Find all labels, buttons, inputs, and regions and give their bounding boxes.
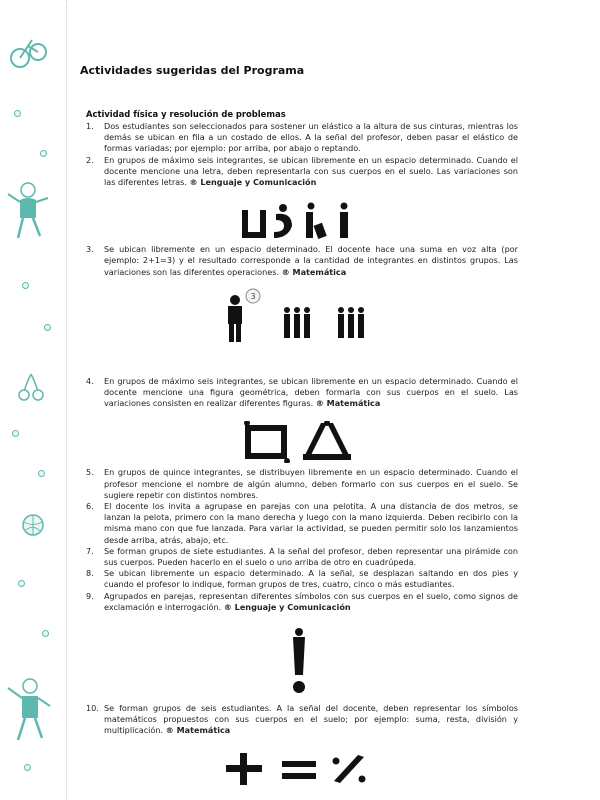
- item-number: 4.: [86, 375, 94, 386]
- cherries-icon: [16, 372, 46, 402]
- shapes-figure: [80, 415, 518, 463]
- item-text: Dos estudiantes son seleccionados para sostener un elástico a la altura de sus cinturas, mientras los demás se ubican en fila a un costado de ellos. A la señal del profesor, deben pasar el elástico de formas variadas; por ejemplo: por arriba, por abajo o reptando.: [104, 121, 518, 154]
- section-title: Actividad física y resolución de problemas: [86, 109, 286, 119]
- list-item: [80, 568, 518, 590]
- item-text: En grupos de máximo seis integrantes, se ubican libremente en un espacio determinado. Cuando el docente mencione una letra, deben representarla con sus cuerpos en el suelo. Las variaciones son las diferentes letras.: [104, 154, 518, 188]
- item-number: 7.: [86, 545, 94, 556]
- activity-list: [80, 244, 518, 278]
- groups-figure: [80, 282, 518, 344]
- item-text: Agrupados en parejas, representan diferentes símbolos con sus cuerpos en el suelo, como signos de exclamación e interrogación.: [104, 590, 518, 612]
- letters-figure: [80, 196, 518, 240]
- list-item: [80, 591, 518, 613]
- subject-tag: ® Matemática: [165, 725, 231, 736]
- item-text: El docente los invita a agrupase en parejas con una pelotita. A una distancia de dos metros, se lanzan la pelota, primero con la mano derecha y luego con la mano izquierda. Deben recibirlo con la misma mano con que fue lanzada. Para variar la actividad, se pueden permitir solo los lanzamientos desde arriba, atrás, abajo, etc.: [104, 501, 518, 545]
- activity-list: [80, 467, 518, 613]
- item-text: Se forman grupos de siete estudiantes. A la señal del profesor, deben representar una pirámide con sus cuerpos. Pueden hacerlo en el suelo o uno arriba de otro en cuadrúpeda.: [104, 545, 518, 568]
- list-item: [80, 546, 518, 568]
- item-text: Se forman grupos de seis estudiantes. A la señal del docente, deben representar los símbolos matemáticos propuestos con sus cuerpos en el suelo; por ejemplo: suma, resta, división y multiplicación.: [104, 703, 518, 736]
- item-number: 5.: [86, 467, 94, 478]
- math-symbols-illustration: [224, 751, 374, 787]
- item-number: 9.: [86, 590, 94, 601]
- subject-tag: ® Matemática: [281, 266, 347, 277]
- item-text: En grupos de quince integrantes, se distribuyen libremente en un espacio determinado. Cuando el profesor mencione el nombre de algún alumno, deben formarlo con sus cuerpos en el suelo. Se sugiere repetir con distintos nombres.: [104, 467, 518, 500]
- list-item: [80, 155, 518, 189]
- list-item: [80, 376, 518, 410]
- list-item: [80, 703, 518, 737]
- running-child-icon: [6, 180, 52, 250]
- list-item: [80, 467, 518, 501]
- item-number: 10.: [86, 703, 99, 714]
- list-item: [80, 121, 518, 155]
- student-groups-illustration: [219, 288, 379, 344]
- main-content: [80, 64, 518, 787]
- item-number: 1.: [86, 121, 94, 131]
- item-text: En grupos de máximo seis integrantes, se ubican libremente en un espacio determinado. Cuando el docente mencione una figura geométrica, deben formarla con sus cuerpos en el suelo. Las variaciones consisten en realizar diferentes figuras.: [104, 375, 518, 409]
- item-text: Se ubican libremente en un espacio determinado. El docente hace una suma en voz alta (por ejemplo: 2+1=3) y el resultado corresponde a la cantidad de integrantes en distintos grupos. Las variaciones son las diferentes operaciones.: [104, 244, 518, 277]
- activity-list: [80, 376, 518, 410]
- item-number: 2.: [86, 154, 94, 165]
- page-heading: Actividades sugeridas del Programa: [80, 64, 305, 77]
- list-item: [80, 501, 518, 546]
- margin-divider: [66, 0, 67, 800]
- ball-icon: [20, 512, 46, 538]
- activity-list: [80, 121, 518, 188]
- subject-tag: ® Lenguaje y Comunicación: [223, 601, 351, 612]
- exclamation-mark-illustration: [284, 627, 314, 695]
- geometric-shapes-illustration: [243, 421, 355, 463]
- subject-tag: ® Lenguaje y Comunicación: [189, 177, 317, 188]
- activity-list: [80, 703, 518, 737]
- body-letters-illustration: [240, 202, 358, 240]
- list-item: [80, 244, 518, 278]
- number-bubble: 3: [250, 291, 256, 301]
- item-number: 3.: [86, 244, 94, 255]
- item-number: 6.: [86, 501, 94, 512]
- item-text: Se ubican libremente un espacio determinado. A la señal, se desplazan saltando en dos pies y cuando el profesor lo indique, forman grupos de tres, cuatro, cinco o más estudiantes.: [104, 568, 518, 590]
- jumping-child-icon: [4, 676, 54, 750]
- item-number: 8.: [86, 568, 94, 579]
- bicycle-icon: [6, 30, 50, 74]
- subject-tag: ® Matemática: [315, 398, 381, 409]
- exclamation-figure: [80, 623, 518, 695]
- math-symbols-figure: [80, 747, 518, 787]
- decorative-margin: [0, 0, 58, 800]
